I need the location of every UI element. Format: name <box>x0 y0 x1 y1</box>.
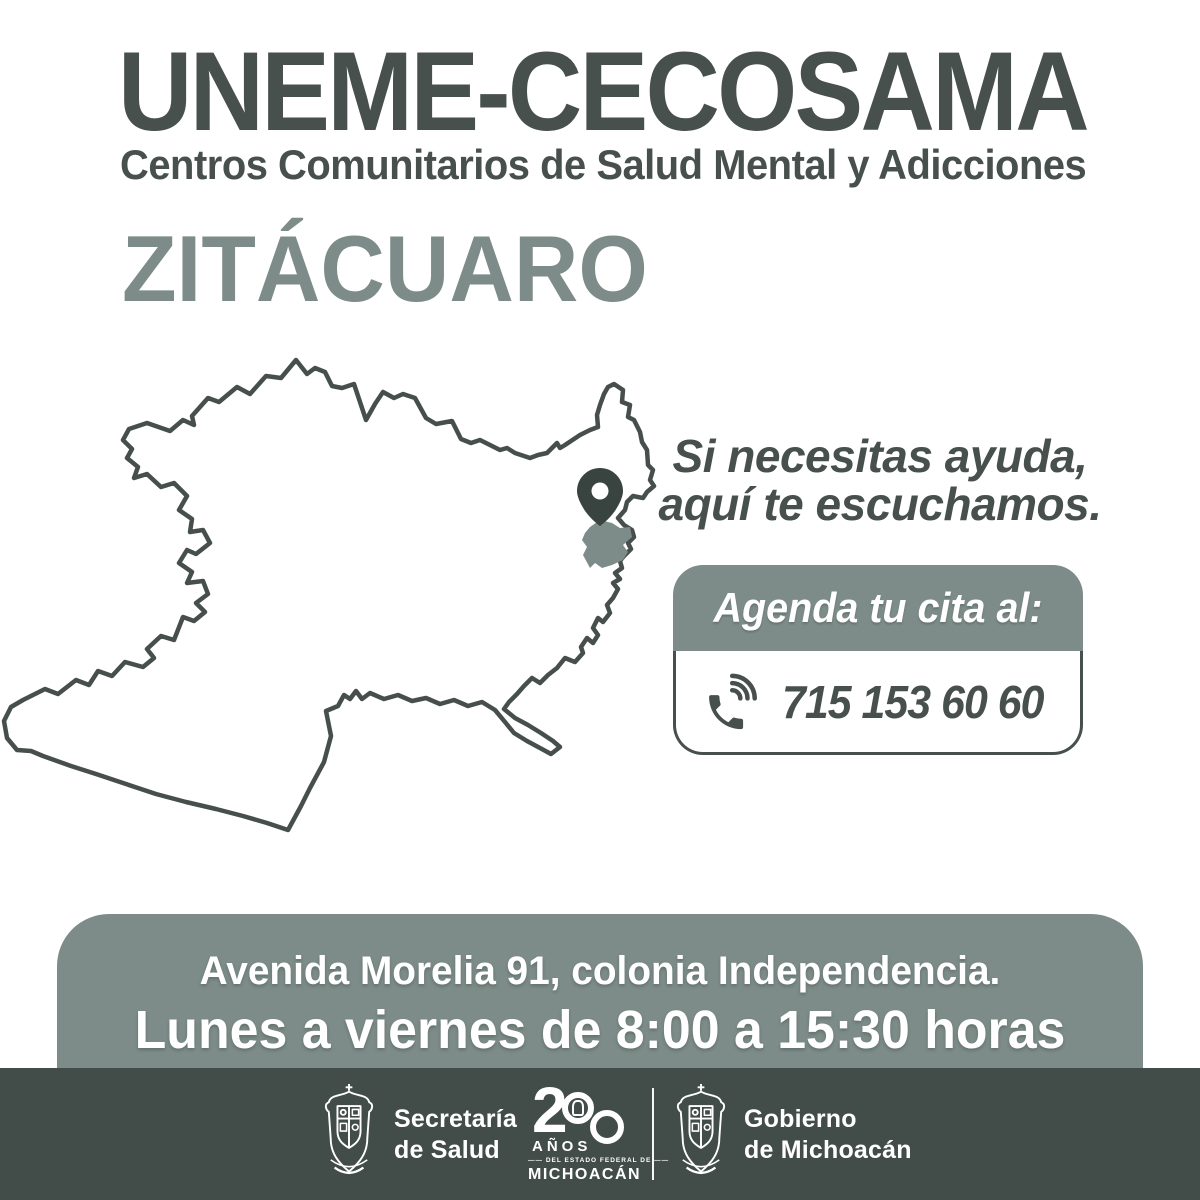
footer-bar <box>0 1068 1200 1200</box>
secretaria-salud-label <box>394 1104 517 1167</box>
help-line-2: aquí te escuchamos. <box>658 478 1102 531</box>
phone-ring-icon <box>698 666 770 738</box>
bicentennial-digit: 2 <box>532 1074 568 1146</box>
appointment-label: Agenda tu cita al: <box>713 584 1043 631</box>
appointment-phone-number: 715 153 60 60 <box>782 675 1044 728</box>
secretaria-line-2: de Salud <box>394 1136 500 1165</box>
help-line-1: Si necesitas ayuda, <box>672 430 1088 482</box>
bicentennial-emblem-icon <box>572 1100 584 1116</box>
bicentennial-anos-label: AÑOS <box>532 1138 592 1155</box>
gobierno-line-1: Gobierno <box>744 1105 857 1133</box>
appointment-card-body <box>673 651 1083 755</box>
schedule-text: Lunes a viernes de 8:00 a 15:30 horas <box>134 1000 1066 1060</box>
secretaria-line-1: Secretaría <box>394 1105 517 1133</box>
address-text: Avenida Morelia 91, colonia Independencia. <box>199 949 1001 993</box>
page-subtitle: Centros Comunitarios de Salud Mental y Adicciones <box>120 141 1087 188</box>
appointment-card-header <box>673 565 1083 651</box>
secretaria-salud-coat-of-arms-icon <box>320 1083 378 1183</box>
gobierno-line-2: de Michoacán <box>744 1136 912 1165</box>
bicentennial-zero-icon <box>590 1110 624 1144</box>
200-anos-michoacan-logo <box>526 1074 671 1188</box>
address-banner <box>57 914 1143 1068</box>
bicentennial-subtitle: —— DEL ESTADO FEDERAL DE —— <box>528 1157 669 1164</box>
footer-divider <box>652 1088 654 1180</box>
gobierno-michoacan-coat-of-arms-icon <box>672 1083 730 1183</box>
bicentennial-state-label: MICHOACÁN <box>528 1166 642 1183</box>
help-message <box>655 432 1105 529</box>
appointment-card <box>673 565 1083 755</box>
michoacan-state-map <box>0 350 666 850</box>
page-title: UNEME-CECOSAMA <box>118 29 1087 154</box>
city-name: ZITÁCUARO <box>122 216 648 321</box>
state-outline <box>4 360 654 830</box>
gobierno-michoacan-label <box>744 1104 912 1167</box>
